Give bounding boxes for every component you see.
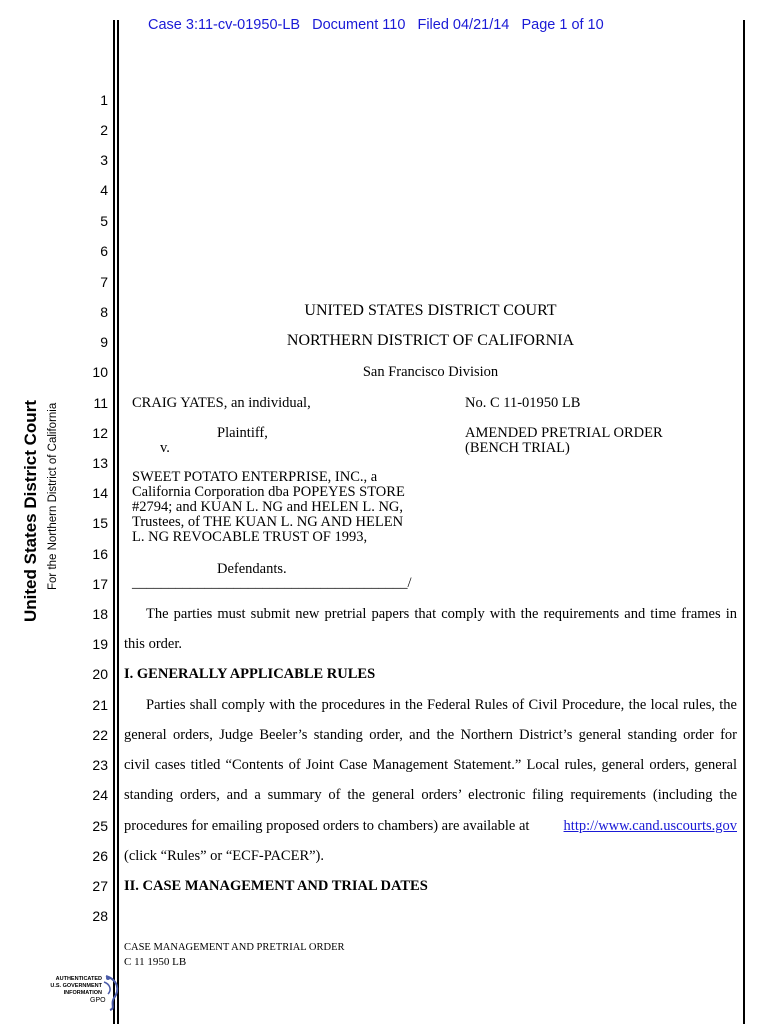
line-number: 26 <box>92 848 108 864</box>
line-number: 21 <box>92 697 108 713</box>
line-number: 27 <box>92 878 108 894</box>
court-title-line1: UNITED STATES DISTRICT COURT <box>304 302 557 319</box>
court-title-line2: NORTHERN DISTRICT OF CALIFORNIA <box>286 332 575 349</box>
line-number: 25 <box>92 818 108 834</box>
line-number: 13 <box>92 455 108 471</box>
plaintiff-role: Plaintiff, <box>217 425 268 441</box>
paragraph-1-line-6: (click “Rules” or “ECF-PACER”). <box>124 848 325 864</box>
seal-gpo: GPO <box>90 997 106 1004</box>
defendant-line-3: #2794; and KUAN L. NG and HELEN L. NG, <box>132 499 404 515</box>
sidebar-district-name: For the Northern District of California <box>47 402 59 590</box>
line-number: 20 <box>92 666 108 682</box>
plaintiff-name: CRAIG YATES, an individual, <box>132 395 311 411</box>
defendant-role: Defendants. <box>217 561 287 577</box>
line-number: 18 <box>92 606 108 622</box>
paragraph-1-line-2: general orders, Judge Beeler’s standing order, and the Northern District’s general standing order for <box>124 727 737 743</box>
line-number: 22 <box>92 727 108 743</box>
line-number: 3 <box>100 152 108 168</box>
versus: v. <box>160 440 170 456</box>
left-margin-rule-2 <box>117 20 119 1024</box>
line-number: 9 <box>100 334 108 350</box>
sidebar-court-name: United States District Court <box>21 400 40 622</box>
order-title-line1: AMENDED PRETRIAL ORDER <box>465 425 663 441</box>
footer-title: CASE MANAGEMENT AND PRETRIAL ORDER <box>124 942 345 953</box>
paragraph-1-line-3: civil cases titled “Contents of Joint Case Management Statement.” Local rules, general orders, general <box>124 757 737 773</box>
line-number: 4 <box>100 182 108 198</box>
defendant-line-1: SWEET POTATO ENTERPRISE, INC., a <box>132 469 378 485</box>
line-number: 1 <box>100 92 108 108</box>
left-margin-rule-1 <box>113 20 115 1024</box>
line-number: 12 <box>92 425 108 441</box>
line-number: 19 <box>92 636 108 652</box>
line-number: 7 <box>100 274 108 290</box>
case-header: Case 3:11-cv-01950-LB Document 110 Filed 04/21/14 Page 1 of 10 <box>148 17 604 33</box>
section-2-heading: II. CASE MANAGEMENT AND TRIAL DATES <box>124 878 428 894</box>
line-number: 24 <box>92 787 108 803</box>
seal-line-2: U.S. GOVERNMENT <box>50 983 102 989</box>
line-number: 16 <box>92 546 108 562</box>
paragraph-1-line-4: standing orders, and a summary of the general orders’ electronic filing requirements (including the <box>124 787 737 803</box>
case-number: No. C 11-01950 LB <box>465 395 581 411</box>
line-number: 11 <box>93 395 108 411</box>
seal-line-1: AUTHENTICATED <box>55 976 102 982</box>
seal-line-3: INFORMATION <box>63 990 102 996</box>
eagle-icon <box>44 972 129 1012</box>
right-margin-rule <box>743 20 745 1024</box>
line-number: 6 <box>100 243 108 259</box>
defendant-line-2: California Corporation dba POPEYES STORE <box>132 484 405 500</box>
intro-line-2: this order. <box>124 636 182 652</box>
court-division: San Francisco Division <box>362 364 499 380</box>
caption-signature-line: ______________________________________/ <box>132 575 412 591</box>
line-number: 2 <box>100 122 108 138</box>
paragraph-1-line-5-text: procedures for emailing proposed orders to chambers) are available at <box>124 818 530 834</box>
line-number: 15 <box>92 515 108 531</box>
section-1-heading: I. GENERALLY APPLICABLE RULES <box>124 666 376 682</box>
line-number: 23 <box>92 757 108 773</box>
line-number: 8 <box>100 304 108 320</box>
order-title-line2: (BENCH TRIAL) <box>465 440 570 456</box>
intro-line-1: The parties must submit new pretrial papers that comply with the requirements and time frames in <box>146 606 737 622</box>
uscourts-link[interactable]: http://www.cand.uscourts.gov <box>563 818 737 834</box>
defendant-line-5: L. NG REVOCABLE TRUST OF 1993, <box>132 529 368 545</box>
defendant-line-4: Trustees, of THE KUAN L. NG AND HELEN <box>132 514 404 530</box>
line-number: 17 <box>92 576 108 592</box>
paragraph-1-line-5 <box>124 818 737 835</box>
footer-case-number: C 11 1950 LB <box>124 956 187 968</box>
paragraph-1-line-1: Parties shall comply with the procedures in the Federal Rules of Civil Procedure, the local rules, the <box>146 697 737 713</box>
line-number: 28 <box>92 908 108 924</box>
line-number: 5 <box>100 213 108 229</box>
gpo-authentication-seal <box>44 972 129 1012</box>
line-number: 14 <box>92 485 108 501</box>
line-number: 10 <box>92 364 108 380</box>
